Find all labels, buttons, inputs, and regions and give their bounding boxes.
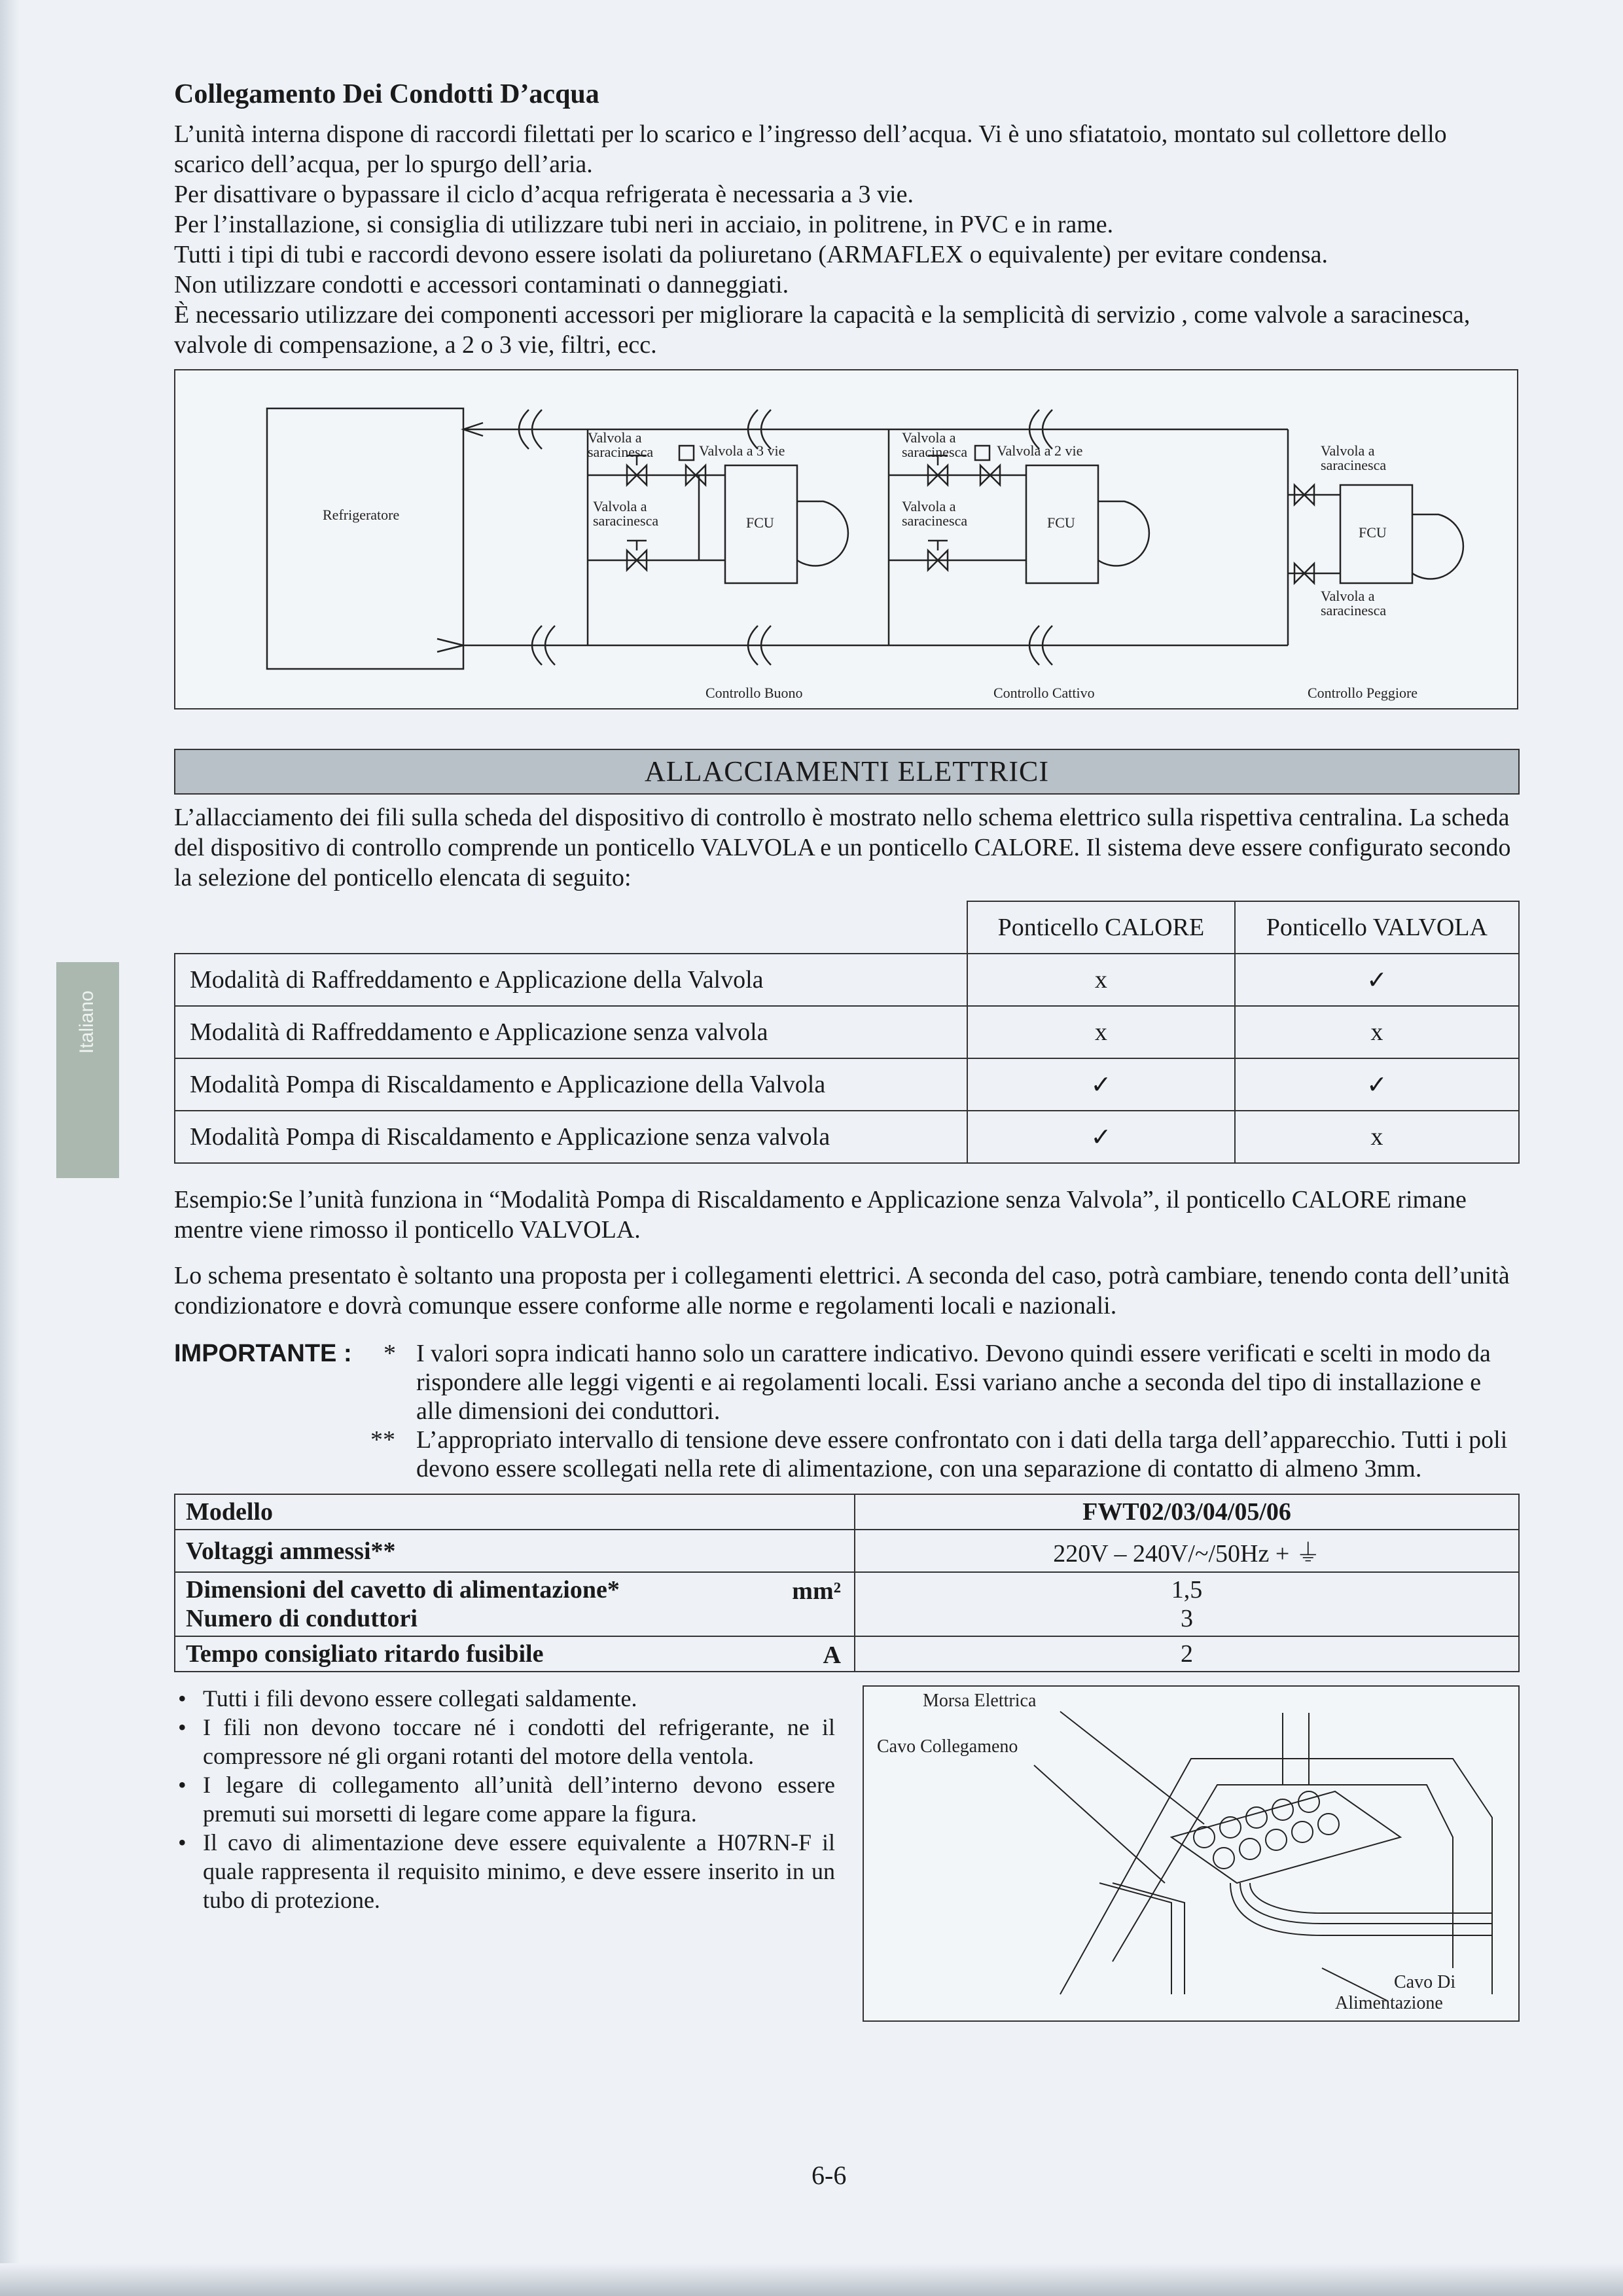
scan-shadow-bottom (0, 2263, 1623, 2296)
valve-label: Valvola a (1321, 588, 1375, 604)
heat-jumper-cell: x (967, 1006, 1235, 1058)
spec-value: 220V – 240V/~/50Hz + ⏚ (855, 1530, 1519, 1572)
electrical-spec-table (174, 1494, 1520, 1672)
list-item: • I fili non devono toccare né i condotti del refrigerante, ne il compressore né gli organi rotanti del motore della ventola. (174, 1713, 835, 1770)
valve-label: Valvola a (1321, 442, 1375, 459)
example-text: Esempio:Se l’unità funziona in “Modalità Pompa di Riscaldamento e Applicazione senza Valvola”, il ponticello CALORE rimane mentre viene rimosso il ponticello VALVOLA. (174, 1186, 1467, 1244)
valve-label: Valvola a (593, 498, 647, 514)
content (174, 79, 1520, 2051)
table-row (175, 1006, 1519, 1058)
table-row (175, 954, 1519, 1006)
spec-value: 3 (1181, 1605, 1193, 1632)
valve-jumper-cell: x (1235, 1111, 1519, 1163)
spec-value: 1,5 (1171, 1576, 1203, 1604)
mode-cell: Modalità di Raffreddamento e Applicazione senza valvola (175, 1006, 967, 1058)
water-piping-diagram (174, 369, 1518, 709)
spec-value: 2 (855, 1636, 1519, 1672)
list-item: • Il cavo di alimentazione deve essere equivalente a H07RN-F il quale rappresenta il requisito minimo, e deve essere inserito in un tubo di protezione. (174, 1828, 835, 1914)
important-text: I valori sopra indicati hanno solo un carattere indicativo. Devono quindi essere verificati e scelti in modo da rispondere alle leggi vigenti e ai regolamenti locali. Essi variano anche a seconda del tipo di installazione e alle dimensioni dei conduttori. (416, 1340, 1491, 1425)
valve-label: Valvola a (902, 498, 956, 514)
list-item: • I legare di collegamento all’unità dell’interno devono essere premuti sui morsetti di legare come appare la figura. (174, 1770, 835, 1828)
important-text: L’appropriato intervallo di tensione deve essere confrontato con i dati della targa dell’apparecchio. Tutti i poli devono essere scollegati nella rete di alimentazione, con una separazione di contatto di almeno 3mm. (416, 1426, 1508, 1482)
table-row (175, 1058, 1519, 1111)
valve-label: saracinesca (588, 444, 654, 460)
mode-cell: Modalità Pompa di Riscaldamento e Applicazione senza valvola (175, 1111, 967, 1163)
electrical-banner: ALLACCIAMENTI ELETTRICI (174, 749, 1520, 795)
heat-jumper-cell: ✓ (967, 1058, 1235, 1111)
water-line: Non utilizzare condotti e accessori contaminati o danneggiati. (174, 271, 789, 298)
three-way-label: Valvola a 3 vie (699, 442, 785, 459)
water-line: Per l’installazione, si consiglia di utilizzare tubi neri in acciaio, in politrene, in PVC e in rame. (174, 211, 1114, 238)
spec-label: Tempo consigliato ritardo fusibile (186, 1640, 544, 1668)
scheme-note: Lo schema presentato è soltanto una proposta per i collegamenti elettrici. A seconda del caso, potrà cambiare, tenendo conta dell’unità condizionatore e dovrà comunque essere conforme alle norme e regolamenti locali e nazionali. (174, 1262, 1510, 1319)
valve-label: saracinesca (902, 512, 968, 529)
water-line: È necessario utilizzare dei componenti accessori per migliorare la capacità e la semplicità di servizio , come valvole a saracinesca, valvole di compensazione, a 2 o 3 vie, filtri, ecc. (174, 301, 1471, 359)
spec-unit: A (823, 1641, 841, 1669)
valve-jumper-cell: x (1235, 1006, 1519, 1058)
scan-shadow-left (0, 0, 20, 2296)
spec-row (175, 1494, 1519, 1530)
mode-cell: Modalità Pompa di Riscaldamento e Applicazione della Valvola (175, 1058, 967, 1111)
wiring-notes (174, 1684, 835, 1914)
fcu-label: FCU (746, 514, 774, 531)
water-section-title: Collegamento Dei Condotti D’acqua (174, 79, 599, 109)
terminal-figure (863, 1685, 1520, 2022)
valve-label: Valvola a (588, 429, 642, 446)
valve-label: saracinesca (593, 512, 659, 529)
spec-value: FWT02/03/04/05/06 (855, 1494, 1519, 1530)
spec-label: Modello (175, 1494, 855, 1530)
table-header-heat-jumper: Ponticello CALORE (967, 901, 1235, 954)
worse-control-label: Controllo Peggiore (1308, 685, 1418, 701)
refrigerator-label: Refrigeratore (323, 507, 400, 523)
side-tab-label: Italiano (76, 990, 98, 1054)
spec-row (175, 1636, 1519, 1672)
valve-jumper-cell: ✓ (1235, 1058, 1519, 1111)
terminal-illustration (864, 1687, 1518, 2020)
heat-jumper-cell: ✓ (967, 1111, 1235, 1163)
connection-cable-label: Cavo Collegameno (877, 1736, 1018, 1757)
spec-label-cell (175, 1636, 855, 1672)
spec-row (175, 1572, 1519, 1636)
important-item (174, 1339, 1520, 1426)
piping-schematic (175, 370, 1517, 708)
refrigerator-box (267, 408, 463, 669)
good-control-label: Controllo Buono (705, 685, 803, 701)
spec-label: Numero di conduttori (186, 1605, 418, 1632)
valve-label: saracinesca (1321, 602, 1387, 619)
fcu-label: FCU (1359, 524, 1387, 541)
water-line: Tutti i tipi di tubi e raccordi devono essere isolati da poliuretano (ARMAFLEX o equivalente) per evitare condensa. (174, 241, 1329, 268)
page-number: 6-6 (812, 2161, 847, 2190)
power-cable-label: Alimentazione (1335, 1993, 1443, 2013)
electrical-intro: L’allacciamento dei fili sulla scheda del dispositivo di controllo è mostrato nello schema elettrico sulla rispettiva centralina. La scheda del dispositivo di controllo comprende un ponticello VALVOLA e un ponticello CALORE. Il sistema deve essere configurato secondo la selezione del ponticello elencata di seguito: (174, 804, 1511, 891)
valve-label: saracinesca (1321, 457, 1387, 473)
spec-unit: mm² (792, 1577, 841, 1605)
table-row (175, 1111, 1519, 1163)
table-header-row (175, 901, 1519, 954)
spec-label: Voltaggi ammessi** (175, 1530, 855, 1572)
important-block (174, 1339, 1520, 1483)
valve-jumper-cell: ✓ (1235, 954, 1519, 1006)
table-header-valve-jumper: Ponticello VALVOLA (1235, 901, 1519, 954)
power-cable-label: Cavo Di (1394, 1972, 1456, 1992)
bottom-section (174, 1684, 1520, 2051)
mode-cell: Modalità di Raffreddamento e Applicazione della Valvola (175, 954, 967, 1006)
important-label: IMPORTANTE : (174, 1340, 352, 1367)
spec-row (175, 1530, 1519, 1572)
jumper-config-table (174, 901, 1520, 1164)
water-line: Per disattivare o bypassare il ciclo d’acqua refrigerata è necessaria a 3 vie. (174, 181, 914, 208)
water-line: L’unità interna dispone di raccordi filettati per lo scarico e l’ingresso dell’acqua. Vi è uno sfiatatoio, montato sul collettore dello scarico dell’acqua, per lo spurgo dell’aria. (174, 120, 1447, 178)
important-item (174, 1426, 1520, 1483)
list-item: • Tutti i fili devono essere collegati saldamente. (174, 1684, 835, 1713)
table-header-empty (175, 901, 967, 954)
valve-label: Valvola a (902, 429, 956, 446)
valve-label: saracinesca (902, 444, 968, 460)
terminal-label: Morsa Elettrica (923, 1691, 1037, 1711)
footnote-mark: ** (370, 1426, 395, 1454)
language-side-tab (56, 962, 119, 1178)
heat-jumper-cell: x (967, 954, 1235, 1006)
spec-value-group (855, 1572, 1519, 1636)
two-way-label: Valvola a 2 vie (997, 442, 1083, 459)
spec-label: Dimensioni del cavetto di alimentazione* (186, 1576, 620, 1604)
bad-control-label: Controllo Cattivo (993, 685, 1095, 701)
fcu-label: FCU (1047, 514, 1075, 531)
footnote-mark: * (383, 1340, 396, 1367)
spec-label-group (175, 1572, 855, 1636)
